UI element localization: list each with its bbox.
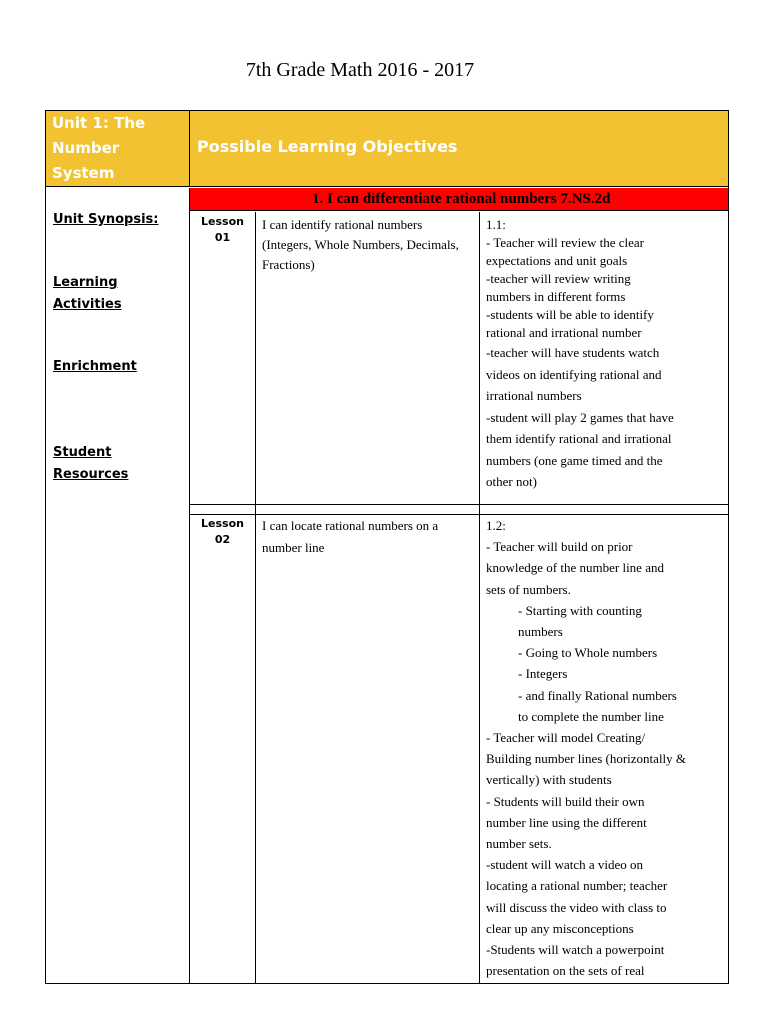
- detail-line: - Teacher will review the clear: [486, 235, 645, 250]
- student-resources-line-2: Resources: [53, 467, 129, 482]
- detail-line: numbers (one game timed and the: [486, 452, 663, 468]
- detail-line: -Students will watch a powerpoint: [486, 942, 665, 958]
- detail-line: expectations and unit goals: [486, 253, 628, 268]
- detail-line: -teacher will have students watch: [486, 345, 660, 360]
- detail-line: number line using the different: [486, 814, 647, 830]
- detail-line: - Teacher will build on prior: [486, 539, 633, 555]
- lesson-label: [190, 516, 255, 548]
- detail-line: sets of numbers.: [486, 581, 571, 597]
- document-title: 7th Grade Math 2016 - 2017: [245, 59, 475, 81]
- detail-line: 1.1:: [486, 217, 506, 232]
- unit-title-line-3: System: [52, 164, 115, 182]
- learning-activities-line-1: Learning: [53, 275, 118, 290]
- detail-line: - Integers: [518, 666, 568, 682]
- learning-activities-line-2: Activities: [53, 297, 122, 312]
- enrichment-link[interactable]: Enrichment: [53, 359, 137, 374]
- detail-line: 1.2:: [486, 518, 506, 533]
- curriculum-table: [45, 110, 729, 984]
- detail-line: knowledge of the number line and: [486, 560, 664, 576]
- detail-line: videos on identifying rational and: [486, 366, 662, 382]
- lesson-details: [486, 515, 726, 981]
- lesson-goal: I can identify rational numbers (Integers, Whole Numbers, Decimals, Fractions): [262, 217, 459, 272]
- lesson-word: Lesson: [201, 517, 244, 530]
- detail-line: - Teacher will model Creating/: [486, 730, 646, 746]
- detail-line: rational and irrational number: [486, 325, 642, 340]
- unit-synopsis-link[interactable]: Unit Synopsis:: [53, 212, 159, 227]
- detail-line: Building number lines (horizontally &: [486, 751, 687, 767]
- divider: [479, 514, 480, 984]
- detail-line: -student will play 2 games that have: [486, 409, 674, 425]
- detail-line: - Starting with counting: [518, 602, 642, 618]
- divider: [190, 504, 728, 505]
- detail-line: -teacher will review writing: [486, 271, 631, 286]
- detail-line: numbers in different forms: [486, 289, 626, 304]
- detail-line: vertically) with students: [486, 772, 612, 788]
- detail-line: other not): [486, 474, 537, 489]
- unit-title-line-1: Unit 1: The: [52, 114, 146, 132]
- lesson-number: 02: [214, 533, 231, 546]
- detail-line: - Students will build their own: [486, 793, 645, 809]
- divider: [255, 514, 256, 984]
- lesson-word: Lesson: [201, 215, 244, 228]
- detail-line: clear up any misconceptions: [486, 920, 634, 936]
- detail-line: locating a rational number; teacher: [486, 878, 668, 894]
- detail-line: numbers: [518, 624, 563, 640]
- objectives-heading: Possible Learning Objectives: [190, 111, 728, 187]
- learning-activities-link[interactable]: [53, 272, 122, 316]
- objective-banner: 1. I can differentiate rational numbers 7.NS.2d: [190, 188, 728, 211]
- lesson-goal: I can locate rational numbers on a number line: [262, 518, 439, 555]
- detail-line: presentation on the sets of real: [486, 963, 645, 979]
- detail-line: will discuss the video with class to: [486, 899, 667, 915]
- unit-title-cell: [46, 111, 190, 187]
- detail-line: -students will be able to identify: [486, 307, 654, 322]
- detail-line: number sets.: [486, 836, 552, 852]
- lesson-label: [190, 214, 255, 246]
- student-resources-line-1: Student: [53, 445, 112, 460]
- student-resources-link[interactable]: [53, 442, 128, 486]
- detail-line: to complete the number line: [518, 708, 664, 724]
- lesson-details: [486, 216, 726, 493]
- unit-title-line-2: Number: [52, 139, 120, 157]
- detail-line: them identify rational and irrational: [486, 431, 672, 446]
- detail-line: irrational numbers: [486, 388, 582, 403]
- detail-line: -student will watch a video on: [486, 857, 644, 873]
- detail-line: - and finally Rational numbers: [518, 687, 677, 703]
- sidebar-column: [46, 188, 190, 984]
- detail-line: - Going to Whole numbers: [518, 645, 658, 661]
- lesson-number: 01: [214, 231, 231, 244]
